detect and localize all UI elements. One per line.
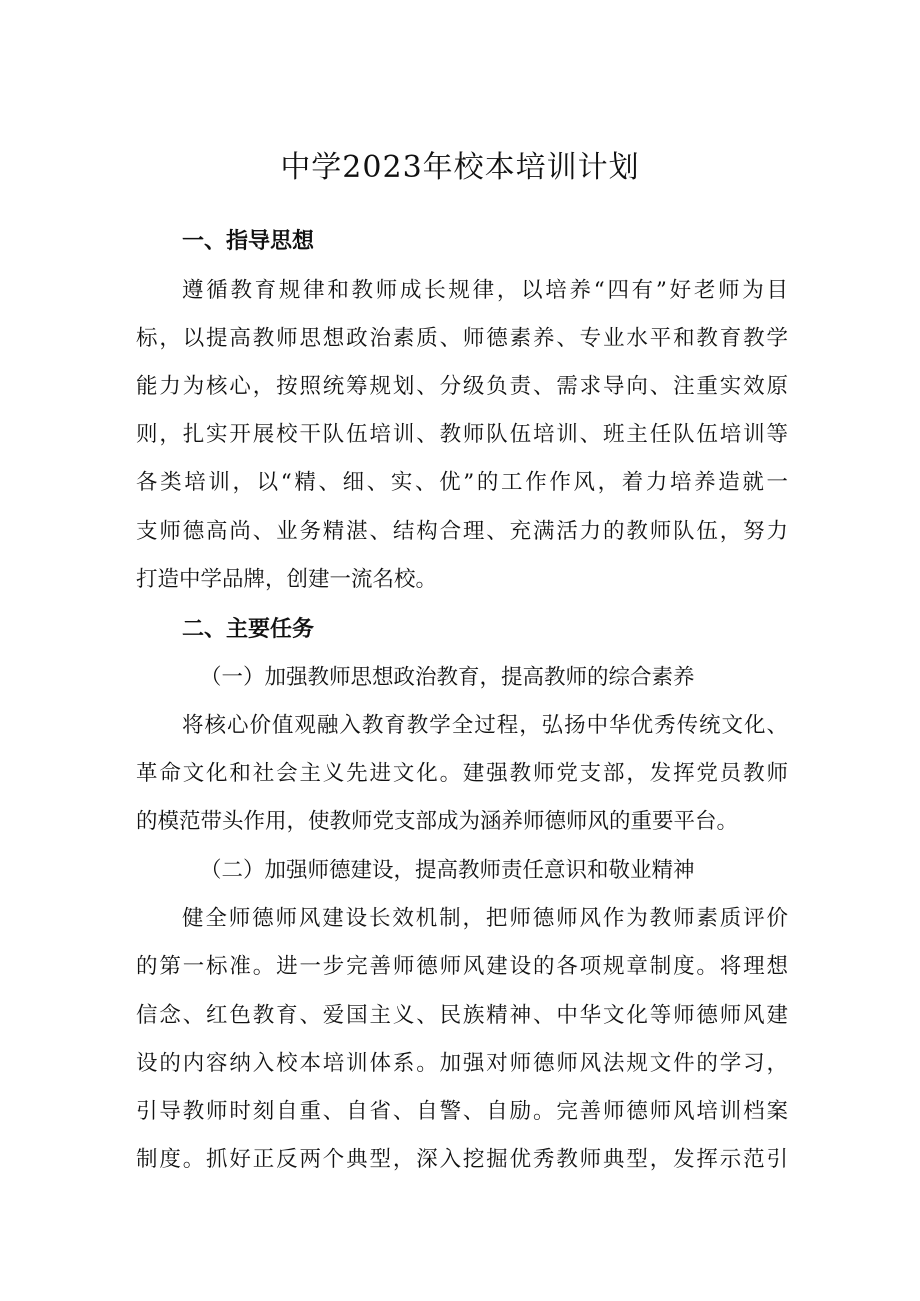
paragraph-line: 遵循教育规律和教师成长规律，以培养“四有”好老师为目	[182, 278, 788, 303]
paragraph-line: 支师德高尚、业务精湛、结构合理、充满活力的教师队伍，努力	[136, 519, 788, 544]
paragraph-line: 能力为核心，按照统筹规划、分级负责、需求导向、注重实效原	[136, 374, 788, 399]
paragraph-line: 革命文化和社会主义先进文化。建强教师党支部，发挥党员教师	[136, 761, 788, 786]
paragraph-line: 信念、红色教育、爱国主义、民族精神、中华文化等师德师风建	[136, 1003, 788, 1028]
paragraph-line: 健全师德师风建设长效机制，把师德师风作为教师素质评价	[182, 906, 788, 931]
paragraph-line: 设的内容纳入校本培训体系。加强对师德师风法规文件的学习，	[136, 1051, 788, 1076]
section-heading-guiding-ideology: 一、指导思想	[182, 229, 315, 254]
subsection-heading-political-education: （一）加强教师思想政治教育，提高教师的综合素养	[200, 665, 695, 690]
paragraph-line: 引导教师时刻自重、自省、自警、自励。完善师德师风培训档案	[136, 1099, 788, 1124]
paragraph-line: 打造中学品牌，创建一流名校。	[136, 567, 438, 592]
paragraph-line: 的第一标准。进一步完善师德师风建设的各项规章制度。将理想	[136, 954, 788, 979]
paragraph-line: 各类培训，以“精、细、实、优”的工作作风，着力培养造就一	[136, 470, 788, 495]
paragraph-line: 制度。抓好正反两个典型，深入挖掘优秀教师典型，发挥示范引	[136, 1147, 788, 1172]
section-heading-main-tasks: 二、主要任务	[182, 617, 315, 642]
paragraph-line: 的模范带头作用，使教师党支部成为涵养师德师风的重要平台。	[136, 809, 739, 834]
paragraph-line: 则，扎实开展校干队伍培训、教师队伍培训、班主任队伍培训等	[136, 422, 788, 447]
paragraph-line: 将核心价值观融入教育教学全过程，弘扬中华优秀传统文化、	[182, 713, 788, 738]
subsection-heading-ethics-building: （二）加强师德建设，提高教师责任意识和敬业精神	[200, 858, 695, 883]
paragraph-line: 标，以提高教师思想政治素质、师德素养、专业水平和教育教学	[136, 326, 788, 351]
document-title: 中学2023年校本培训计划	[280, 150, 640, 185]
